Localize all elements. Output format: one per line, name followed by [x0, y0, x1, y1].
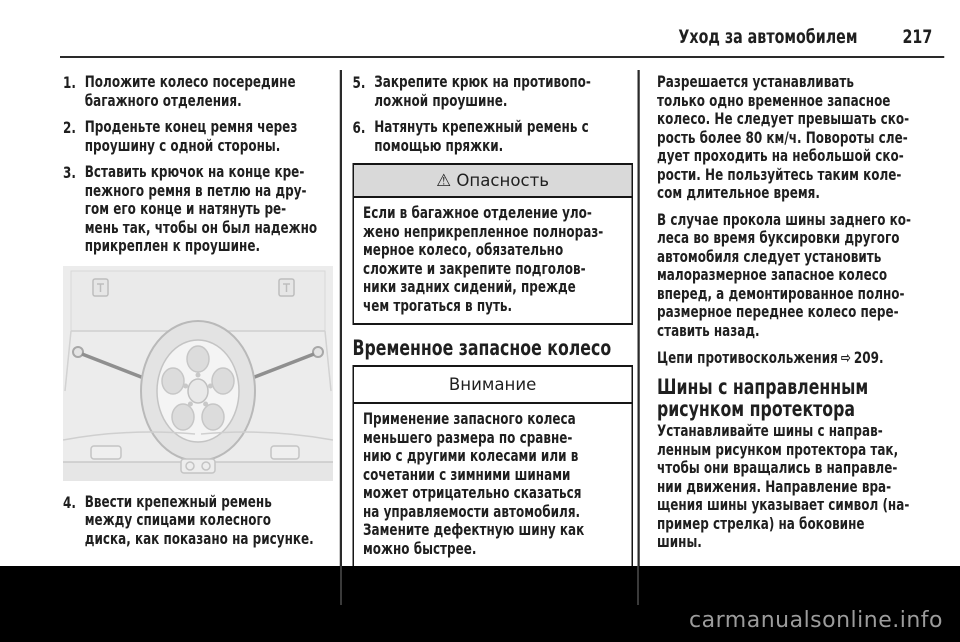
- list-item-6: [353, 118, 634, 155]
- divider-stub-2: [637, 566, 639, 605]
- warning-triangle-icon: ⚠: [436, 171, 452, 191]
- column-2: [353, 70, 634, 568]
- list-text: Положите колесо посередине багажного отделения.: [84, 72, 296, 110]
- list-item-4: [63, 493, 338, 549]
- list-text: Ввести крепежный ремень между спицами колесного диска, как показано на рисунке.: [84, 491, 314, 548]
- danger-box-title: Опасность: [456, 171, 550, 191]
- spare-wheel: [141, 321, 255, 461]
- tie-down-bracket-right: [279, 279, 294, 296]
- column-3: [657, 70, 944, 560]
- page-header-title: Уход за автомобилем: [678, 26, 858, 48]
- caution-box-text: Применение запасного колеса меньшего размера по сравне- нию с другими колесами или в сочетании с зимними шинами может отрицательно сказаться на управляемости автомобиля. Замените дефектную шину как можно быстрее.: [363, 409, 585, 558]
- cross-reference-text: Цепи противоскольжения: [657, 348, 838, 367]
- divider-stub-1: [340, 566, 342, 605]
- cross-reference-arrow-icon: ⇨: [840, 348, 851, 367]
- spare-wheel-illustration: [63, 266, 333, 481]
- tie-down-bracket-left: [93, 279, 108, 296]
- list-number: 6.: [352, 118, 366, 137]
- column-1: [63, 70, 338, 556]
- danger-box: [353, 163, 634, 325]
- list-text: Вставить крючок на конце кре- пежного ремня в петлю на дру- гом его конце и натянуть ре- мень так, чтобы он был надежно прикреплен к проушине.: [84, 162, 318, 255]
- danger-box-header: [354, 165, 632, 198]
- list-number: 1.: [63, 73, 76, 92]
- list-text: Закрепите крюк на противопо- ложной проушине.: [374, 72, 591, 110]
- section-subheading: Временное запасное колесо: [352, 336, 612, 360]
- list-number: 5.: [352, 73, 366, 92]
- list-text: Натянуть крепежный ремень с помощью пряжки.: [374, 117, 589, 155]
- list-text: Проденьте конец ремня через проушину с одной стороны.: [84, 117, 298, 155]
- paragraph-directional-tyres: Устанавливайте шины с направ- ленным рисунком протектора так, чтобы они вращались в направле- нии движения. Направление вра- щения шины указывает символ (на- пример стрелка) на боковине шины.: [657, 421, 910, 551]
- list-item-1: [63, 73, 338, 110]
- column-divider-2: [638, 70, 640, 566]
- list-number: 2.: [63, 118, 76, 137]
- page-header: [678, 26, 932, 48]
- caution-box-title: Внимание: [449, 375, 537, 395]
- paragraph-temporary-spare-rules: Разрешается устанавливать только одно временное запасное колесо. Не следует превышать ско- рость более 80 км/ч. Повороты сле- дует проходить на небольшой ско- рости. Не пользуйтесь таким коле- сом длительное время.: [657, 72, 910, 202]
- section-heading-directional-tyres: Шины с направленным рисунком протектора: [657, 375, 869, 421]
- cross-reference-page: 209.: [853, 348, 884, 367]
- caution-box: [353, 365, 634, 568]
- paragraph-rear-puncture: В случае прокола шины заднего ко- леса во время буксировки другого автомобиля следует установить малоразмерное запасное колесо вперед, а демонтированное полно- размерное переднее колесо пере- ставить назад.: [657, 209, 912, 340]
- list-item-3: [63, 163, 338, 256]
- list-number: 4.: [63, 492, 76, 512]
- watermark-link[interactable]: carmanualsonline.info: [689, 608, 943, 633]
- danger-box-text: Если в багажное отделение уло- жено неприкрепленное полнораз- мерное колесо, обязательно сложите и закрепите подголов- ники задних сидений, прежде чем трогаться в путь.: [363, 203, 604, 315]
- caution-box-header: [354, 367, 632, 404]
- viewer-footer-band: [0, 566, 960, 642]
- list-number: 3.: [63, 163, 76, 182]
- cross-reference-line: [657, 348, 944, 367]
- column-divider-1: [340, 70, 342, 566]
- header-rule: [60, 56, 944, 58]
- list-item-5: [353, 73, 634, 110]
- list-item-2: [63, 118, 338, 155]
- page-number: 217: [902, 26, 933, 48]
